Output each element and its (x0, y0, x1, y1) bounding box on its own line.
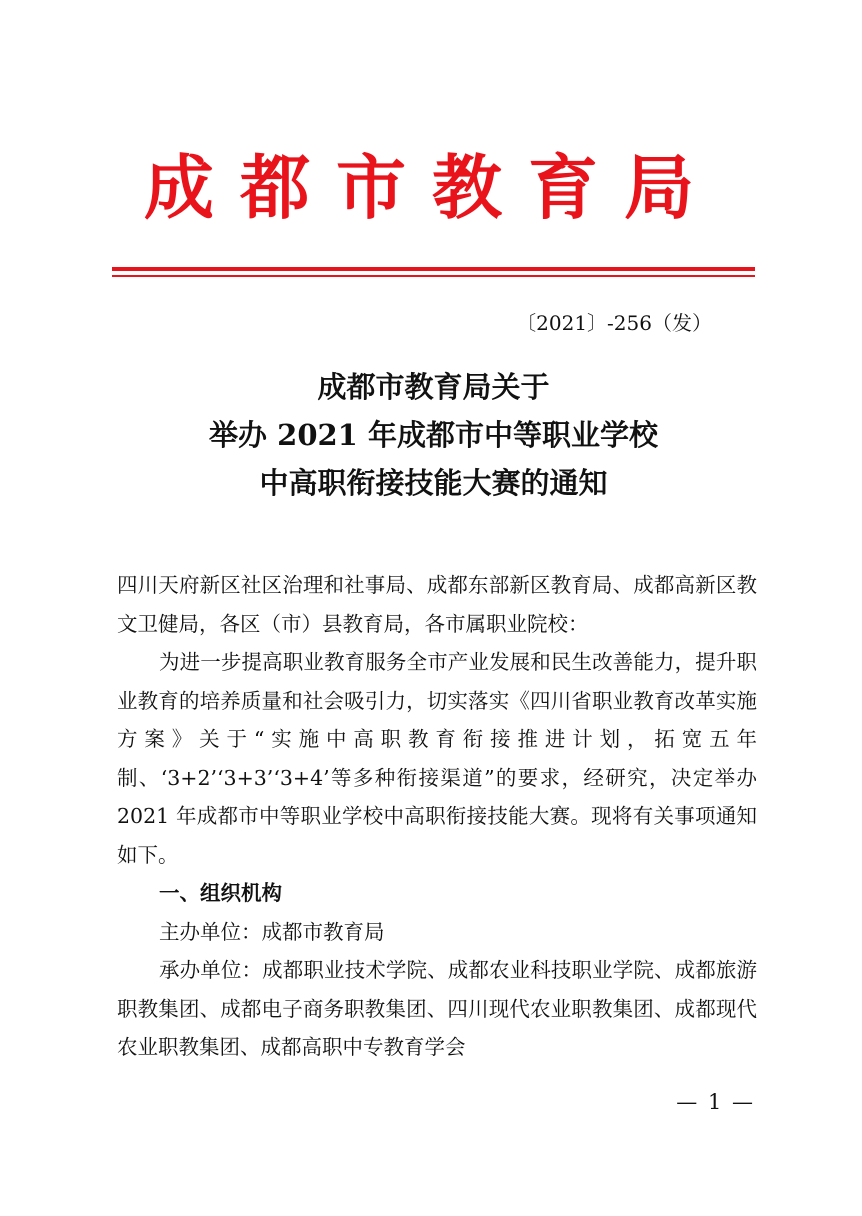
agency-header-title: 成都市教育局 (144, 146, 720, 229)
section-heading: 一、组织机构 (159, 881, 282, 905)
header-red-rule-thick (112, 267, 755, 271)
document-number: 〔2021〕-256（发） (516, 311, 712, 335)
document-title-line-1: 成都市教育局关于 (317, 370, 550, 404)
addressees-paragraph: 四川天府新区社区治理和社事局、成都东部新区教育局、成都高新区教文卫健局，各区（市）县教育局，各市属职业院校： (117, 573, 757, 636)
co-organizers-paragraph: 承办单位：成都职业技术学院、成都农业科技职业学院、成都旅游职教集团、成都电子商务职教集团、四川现代农业职教集团、成都现代农业职教集团、成都高职中专教育学会 (117, 958, 757, 1059)
header-red-rule-thin (112, 275, 755, 277)
document-title-line-2: 举办 2021 年成都市中等职业学校 (209, 418, 658, 452)
document-title (112, 363, 755, 507)
document-title-line-3: 中高职衔接技能大赛的通知 (259, 466, 608, 500)
document-body (117, 566, 757, 1067)
intro-paragraph: 为进一步提高职业教育服务全市产业发展和民生改善能力，提升职业教育的培养质量和社会吸引力，切实落实《四川省职业教育改革实施方案》关于“实施中高职教育衔接推进计划，拓宽五年制、‘3+2’‘3+3’‘3+4’等多种衔接渠道”的要求，经研究，决定举办 2021 年成都市中等职业学校中高职衔接技能大赛。现将有关事项通知如下。 (117, 650, 757, 867)
page-number: — 1 — (676, 1090, 755, 1114)
organizer-paragraph: 主办单位：成都市教育局 (159, 919, 385, 944)
